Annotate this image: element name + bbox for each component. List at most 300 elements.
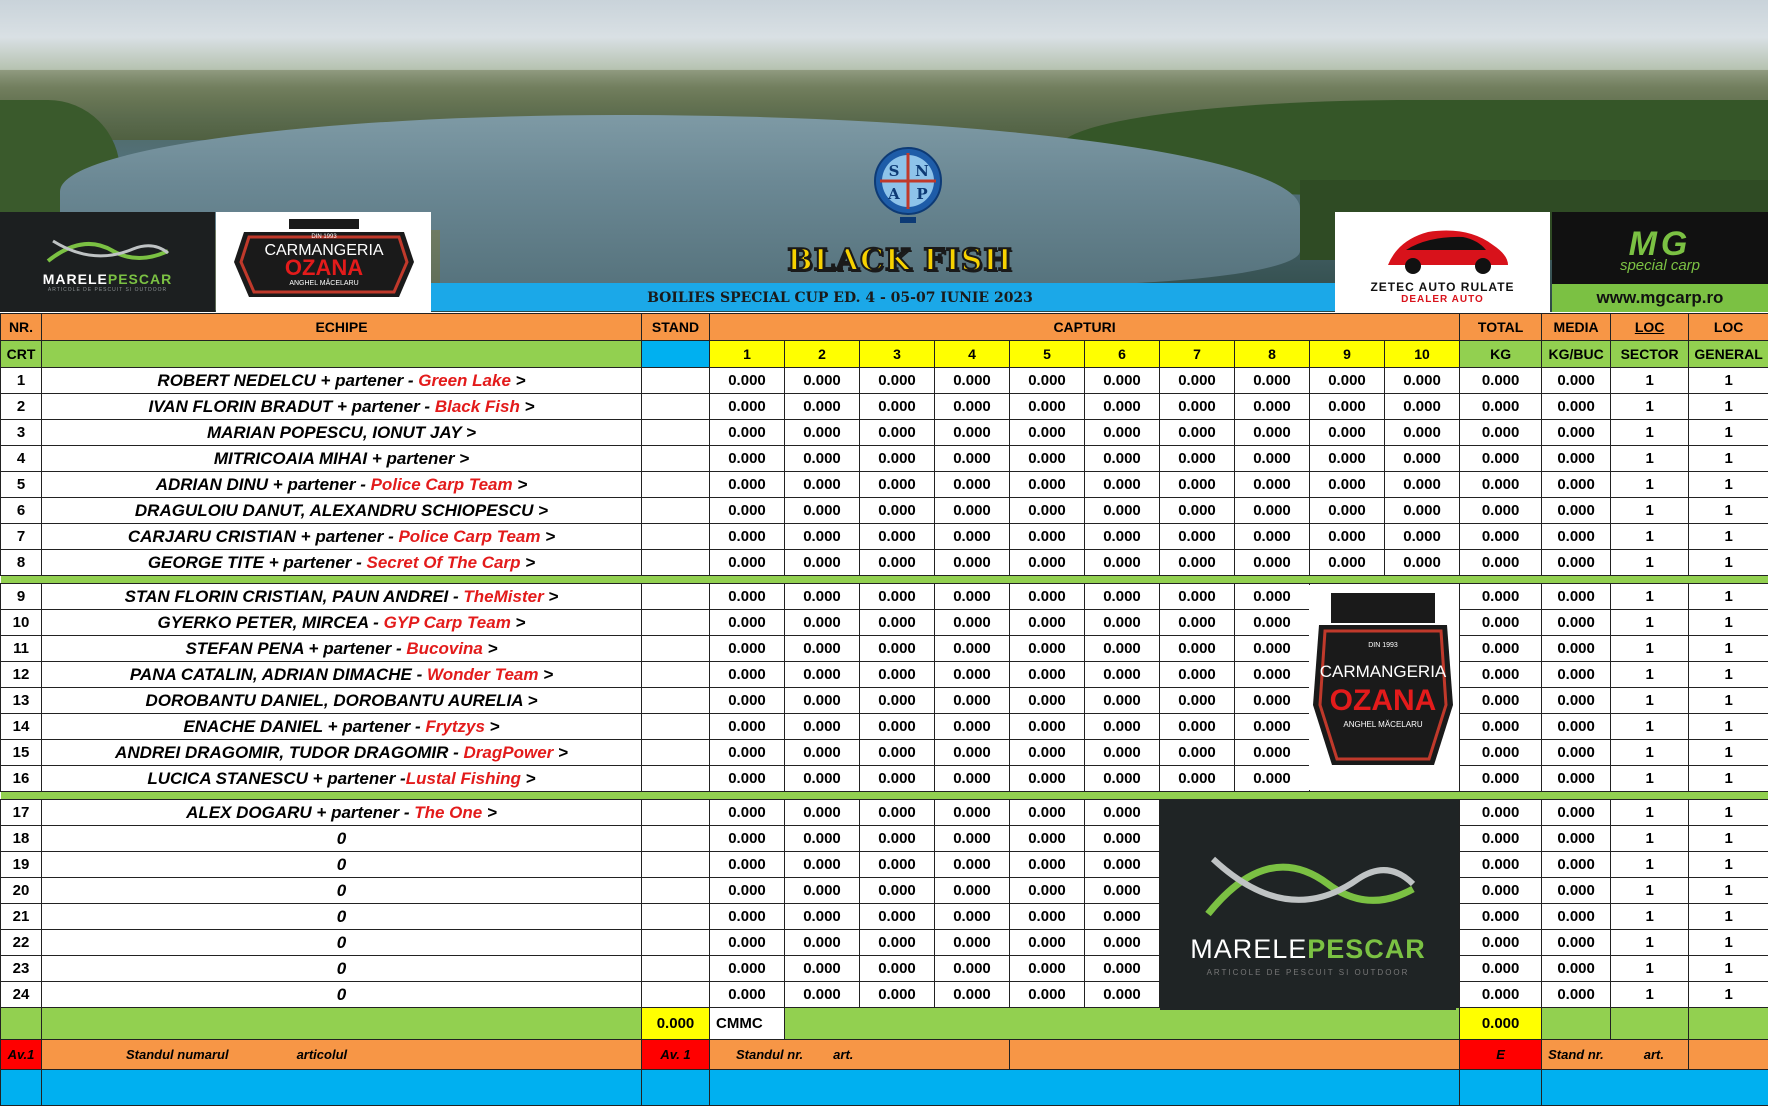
row-catch-6[interactable]: 0.000 — [1085, 740, 1160, 766]
row-catch-1[interactable]: 0.000 — [710, 852, 785, 878]
row-catch-3[interactable]: 0.000 — [860, 852, 935, 878]
row-catch-1[interactable]: 0.000 — [710, 420, 785, 446]
row-catch-4[interactable]: 0.000 — [935, 740, 1010, 766]
row-catch-7[interactable]: 0.000 — [1160, 472, 1235, 498]
row-catch-1[interactable]: 0.000 — [710, 550, 785, 576]
row-total-kg: 0.000 — [1460, 982, 1542, 1008]
row-catch-2[interactable]: 0.000 — [785, 800, 860, 826]
row-catch-5[interactable]: 0.000 — [1010, 766, 1085, 792]
row-catch-1[interactable]: 0.000 — [710, 714, 785, 740]
col-loc-general-header: LOC — [1689, 314, 1768, 341]
row-catch-3[interactable]: 0.000 — [860, 662, 935, 688]
row-catch-6[interactable]: 0.000 — [1085, 826, 1160, 852]
table-row — [1, 446, 1768, 472]
footer-standul-numarul[interactable] — [42, 1040, 642, 1070]
row-nr: 11 — [1, 636, 42, 662]
row-catch-3[interactable]: 0.000 — [860, 904, 935, 930]
row-catch-1[interactable]: 0.000 — [710, 498, 785, 524]
row-catch-5[interactable]: 0.000 — [1010, 662, 1085, 688]
row-catch-1[interactable]: 0.000 — [710, 766, 785, 792]
row-catch-1[interactable]: 0.000 — [710, 688, 785, 714]
row-stand[interactable] — [642, 852, 710, 878]
table-row — [1, 610, 1768, 636]
row-catch-4[interactable]: 0.000 — [935, 584, 1010, 610]
row-catch-1[interactable]: 0.000 — [710, 956, 785, 982]
row-catch-4[interactable]: 0.000 — [935, 852, 1010, 878]
row-catch-8[interactable]: 0.000 — [1235, 420, 1310, 446]
row-catch-4[interactable]: 0.000 — [935, 446, 1010, 472]
mg-website[interactable]: www.mgcarp.ro — [1552, 284, 1768, 312]
row-catch-10[interactable]: 0.000 — [1385, 498, 1460, 524]
row-catch-4[interactable]: 0.000 — [935, 368, 1010, 394]
row-total-kg: 0.000 — [1460, 930, 1542, 956]
row-catch-1[interactable]: 0.000 — [710, 740, 785, 766]
row-catch-4[interactable]: 0.000 — [935, 904, 1010, 930]
row-catch-1[interactable]: 0.000 — [710, 878, 785, 904]
row-catch-8[interactable]: 0.000 — [1235, 394, 1310, 420]
row-catch-8[interactable]: 0.000 — [1235, 584, 1310, 610]
row-team[interactable] — [42, 956, 642, 982]
row-catch-2[interactable]: 0.000 — [785, 498, 860, 524]
footer-av1-left: Av.1 — [1, 1040, 42, 1070]
row-catch-2[interactable]: 0.000 — [785, 878, 860, 904]
row-stand[interactable] — [642, 498, 710, 524]
row-catch-2[interactable]: 0.000 — [785, 714, 860, 740]
row-stand[interactable] — [642, 550, 710, 576]
row-catch-1[interactable]: 0.000 — [710, 930, 785, 956]
row-stand[interactable] — [642, 930, 710, 956]
row-catch-1[interactable]: 0.000 — [710, 904, 785, 930]
row-catch-3[interactable]: 0.000 — [860, 688, 935, 714]
row-stand[interactable] — [642, 904, 710, 930]
row-catch-7[interactable]: 0.000 — [1160, 394, 1235, 420]
row-catch-4[interactable]: 0.000 — [935, 662, 1010, 688]
row-catch-10[interactable]: 0.000 — [1385, 524, 1460, 550]
row-catch-4[interactable]: 0.000 — [935, 420, 1010, 446]
team-members: 0 — [336, 984, 347, 1004]
row-nr: 14 — [1, 714, 42, 740]
row-team[interactable] — [42, 498, 642, 524]
table-row — [1, 498, 1768, 524]
row-stand[interactable] — [642, 766, 710, 792]
row-stand[interactable] — [642, 878, 710, 904]
row-catch-6[interactable]: 0.000 — [1085, 904, 1160, 930]
row-catch-3[interactable]: 0.000 — [860, 472, 935, 498]
row-catch-7[interactable]: 0.000 — [1160, 766, 1235, 792]
row-loc-sector: 1 — [1611, 714, 1689, 740]
row-team[interactable] — [42, 550, 642, 576]
row-team[interactable] — [42, 584, 642, 610]
team-name: Bucovina — [406, 638, 483, 658]
row-catch-2[interactable]: 0.000 — [785, 688, 860, 714]
row-catch-5[interactable]: 0.000 — [1010, 524, 1085, 550]
row-catch-7[interactable]: 0.000 — [1160, 524, 1235, 550]
row-catch-2[interactable]: 0.000 — [785, 930, 860, 956]
row-team[interactable] — [42, 878, 642, 904]
row-catch-6[interactable]: 0.000 — [1085, 688, 1160, 714]
row-catch-4[interactable]: 0.000 — [935, 472, 1010, 498]
row-catch-3[interactable]: 0.000 — [860, 584, 935, 610]
row-team[interactable] — [42, 852, 642, 878]
row-catch-2[interactable]: 0.000 — [785, 956, 860, 982]
row-catch-3[interactable]: 0.000 — [860, 524, 935, 550]
row-catch-5[interactable]: 0.000 — [1010, 826, 1085, 852]
row-catch-5[interactable]: 0.000 — [1010, 550, 1085, 576]
row-team[interactable] — [42, 740, 642, 766]
row-catch-8[interactable]: 0.000 — [1235, 368, 1310, 394]
row-catch-1[interactable]: 0.000 — [710, 636, 785, 662]
row-catch-6[interactable]: 0.000 — [1085, 550, 1160, 576]
footer-stand-total: 0.000 — [642, 1008, 710, 1040]
row-catch-4[interactable]: 0.000 — [935, 766, 1010, 792]
row-catch-1[interactable]: 0.000 — [710, 610, 785, 636]
row-catch-8[interactable]: 0.000 — [1235, 714, 1310, 740]
row-team[interactable] — [42, 610, 642, 636]
row-catch-10[interactable]: 0.000 — [1385, 446, 1460, 472]
row-catch-1[interactable]: 0.000 — [710, 800, 785, 826]
team-members: 0 — [336, 828, 347, 848]
row-catch-9[interactable]: 0.000 — [1310, 498, 1385, 524]
row-team[interactable] — [42, 524, 642, 550]
row-stand[interactable] — [642, 956, 710, 982]
row-catch-1[interactable]: 0.000 — [710, 394, 785, 420]
sector-separator — [1, 792, 1768, 800]
row-catch-4[interactable]: 0.000 — [935, 714, 1010, 740]
row-catch-9[interactable]: 0.000 — [1310, 524, 1385, 550]
table-row — [1, 420, 1768, 446]
row-stand[interactable] — [642, 368, 710, 394]
row-nr: 10 — [1, 610, 42, 636]
row-catch-5[interactable]: 0.000 — [1010, 688, 1085, 714]
row-total-kg: 0.000 — [1460, 610, 1542, 636]
row-catch-6[interactable]: 0.000 — [1085, 878, 1160, 904]
row-catch-6[interactable]: 0.000 — [1085, 472, 1160, 498]
row-catch-1[interactable]: 0.000 — [710, 368, 785, 394]
row-catch-1[interactable]: 0.000 — [710, 826, 785, 852]
team-members: LUCICA STANESCU + partener - — [147, 768, 406, 788]
row-catch-2[interactable]: 0.000 — [785, 446, 860, 472]
row-loc-general: 1 — [1689, 472, 1768, 498]
row-catch-4[interactable]: 0.000 — [935, 826, 1010, 852]
row-stand[interactable] — [642, 800, 710, 826]
row-loc-sector: 1 — [1611, 956, 1689, 982]
row-catch-5[interactable]: 0.000 — [1010, 498, 1085, 524]
row-catch-4[interactable]: 0.000 — [935, 982, 1010, 1008]
row-catch-7[interactable]: 0.000 — [1160, 740, 1235, 766]
row-stand[interactable] — [642, 688, 710, 714]
row-catch-7[interactable]: 0.000 — [1160, 550, 1235, 576]
row-catch-2[interactable]: 0.000 — [785, 636, 860, 662]
row-catch-6[interactable]: 0.000 — [1085, 368, 1160, 394]
row-stand[interactable] — [642, 610, 710, 636]
row-catch-9[interactable]: 0.000 — [1310, 394, 1385, 420]
table-row — [1, 982, 1768, 1008]
row-team[interactable] — [42, 636, 642, 662]
row-team[interactable] — [42, 800, 642, 826]
row-catch-6[interactable]: 0.000 — [1085, 636, 1160, 662]
separator-bar — [1, 576, 1768, 584]
row-catch-5[interactable]: 0.000 — [1010, 982, 1085, 1008]
row-catch-6[interactable]: 0.000 — [1085, 956, 1160, 982]
row-loc-sector: 1 — [1611, 584, 1689, 610]
row-catch-5[interactable]: 0.000 — [1010, 420, 1085, 446]
row-catch-5[interactable]: 0.000 — [1010, 714, 1085, 740]
row-catch-10[interactable]: 0.000 — [1385, 420, 1460, 446]
row-catch-5[interactable]: 0.000 — [1010, 446, 1085, 472]
row-catch-2[interactable]: 0.000 — [785, 584, 860, 610]
row-catch-5[interactable]: 0.000 — [1010, 800, 1085, 826]
row-stand[interactable] — [642, 472, 710, 498]
table-row — [1, 550, 1768, 576]
row-team[interactable] — [42, 714, 642, 740]
row-catch-2[interactable]: 0.000 — [785, 662, 860, 688]
row-catch-4[interactable]: 0.000 — [935, 394, 1010, 420]
row-catch-3[interactable]: 0.000 — [860, 740, 935, 766]
row-catch-5[interactable]: 0.000 — [1010, 904, 1085, 930]
row-catch-9[interactable]: 0.000 — [1310, 368, 1385, 394]
row-total-kg: 0.000 — [1460, 394, 1542, 420]
row-catch-5[interactable]: 0.000 — [1010, 930, 1085, 956]
row-catch-6[interactable]: 0.000 — [1085, 662, 1160, 688]
row-catch-7[interactable]: 0.000 — [1160, 662, 1235, 688]
team-name: Frytzys — [425, 716, 485, 736]
footer-stand-nr[interactable] — [1542, 1040, 1689, 1070]
row-catch-5[interactable]: 0.000 — [1010, 740, 1085, 766]
row-catch-3[interactable]: 0.000 — [860, 800, 935, 826]
row-catch-3[interactable]: 0.000 — [860, 826, 935, 852]
row-catch-6[interactable]: 0.000 — [1085, 982, 1160, 1008]
row-catch-8[interactable]: 0.000 — [1235, 550, 1310, 576]
row-catch-6[interactable]: 0.000 — [1085, 930, 1160, 956]
row-catch-5[interactable]: 0.000 — [1010, 584, 1085, 610]
row-catch-10[interactable]: 0.000 — [1385, 472, 1460, 498]
row-catch-2[interactable]: 0.000 — [785, 826, 860, 852]
table-row — [1, 800, 1768, 826]
row-catch-3[interactable]: 0.000 — [860, 714, 935, 740]
row-catch-5[interactable]: 0.000 — [1010, 878, 1085, 904]
row-catch-1[interactable]: 0.000 — [710, 524, 785, 550]
row-catch-2[interactable]: 0.000 — [785, 524, 860, 550]
row-catch-5[interactable]: 0.000 — [1010, 610, 1085, 636]
row-catch-6[interactable]: 0.000 — [1085, 766, 1160, 792]
row-catch-5[interactable]: 0.000 — [1010, 852, 1085, 878]
row-catch-2[interactable]: 0.000 — [785, 610, 860, 636]
row-team[interactable] — [42, 662, 642, 688]
row-catch-2[interactable]: 0.000 — [785, 740, 860, 766]
row-catch-5[interactable]: 0.000 — [1010, 956, 1085, 982]
row-nr: 4 — [1, 446, 42, 472]
row-arrow: > — [538, 664, 554, 684]
row-team[interactable] — [42, 446, 642, 472]
row-catch-8[interactable]: 0.000 — [1235, 610, 1310, 636]
row-catch-1[interactable]: 0.000 — [710, 982, 785, 1008]
table-row — [1, 688, 1768, 714]
ozana-logo — [216, 212, 431, 312]
row-team[interactable] — [42, 472, 642, 498]
row-catch-2[interactable]: 0.000 — [785, 420, 860, 446]
col-crt-header: CRT — [1, 341, 42, 368]
row-catch-6[interactable]: 0.000 — [1085, 524, 1160, 550]
row-catch-5[interactable]: 0.000 — [1010, 472, 1085, 498]
row-stand[interactable] — [642, 394, 710, 420]
row-catch-9[interactable]: 0.000 — [1310, 420, 1385, 446]
row-media: 0.000 — [1542, 852, 1611, 878]
row-catch-3[interactable]: 0.000 — [860, 982, 935, 1008]
row-catch-8[interactable]: 0.000 — [1235, 688, 1310, 714]
row-stand[interactable] — [642, 982, 710, 1008]
row-catch-10[interactable]: 0.000 — [1385, 394, 1460, 420]
row-team[interactable] — [42, 394, 642, 420]
row-catch-8[interactable]: 0.000 — [1235, 636, 1310, 662]
row-catch-2[interactable]: 0.000 — [785, 368, 860, 394]
footer-standul-nr[interactable] — [710, 1040, 1010, 1070]
row-catch-3[interactable]: 0.000 — [860, 878, 935, 904]
row-catch-4[interactable]: 0.000 — [935, 610, 1010, 636]
row-catch-1[interactable]: 0.000 — [710, 472, 785, 498]
row-stand[interactable] — [642, 662, 710, 688]
row-catch-1[interactable]: 0.000 — [710, 584, 785, 610]
row-stand[interactable] — [642, 584, 710, 610]
row-team[interactable] — [42, 368, 642, 394]
row-stand[interactable] — [642, 636, 710, 662]
row-catch-4[interactable]: 0.000 — [935, 878, 1010, 904]
row-stand[interactable] — [642, 524, 710, 550]
row-catch-8[interactable]: 0.000 — [1235, 740, 1310, 766]
row-catch-2[interactable]: 0.000 — [785, 766, 860, 792]
row-catch-3[interactable]: 0.000 — [860, 930, 935, 956]
row-catch-2[interactable]: 0.000 — [785, 904, 860, 930]
row-catch-9[interactable]: 0.000 — [1310, 446, 1385, 472]
row-loc-general: 1 — [1689, 368, 1768, 394]
row-catch-7[interactable]: 0.000 — [1160, 498, 1235, 524]
row-catch-8[interactable]: 0.000 — [1235, 472, 1310, 498]
row-catch-6[interactable]: 0.000 — [1085, 714, 1160, 740]
row-catch-3[interactable]: 0.000 — [860, 550, 935, 576]
row-catch-4[interactable]: 0.000 — [935, 498, 1010, 524]
row-catch-2[interactable]: 0.000 — [785, 852, 860, 878]
team-members: DRAGULOIU DANUT, ALEXANDRU SCHIOPESCU > — [134, 500, 549, 520]
row-catch-5[interactable]: 0.000 — [1010, 636, 1085, 662]
row-catch-6[interactable]: 0.000 — [1085, 610, 1160, 636]
row-catch-4[interactable]: 0.000 — [935, 524, 1010, 550]
row-team[interactable] — [42, 688, 642, 714]
team-members: ALEX DOGARU + partener - — [186, 802, 415, 822]
row-catch-4[interactable]: 0.000 — [935, 956, 1010, 982]
row-catch-3[interactable]: 0.000 — [860, 446, 935, 472]
row-catch-6[interactable]: 0.000 — [1085, 852, 1160, 878]
row-catch-3[interactable]: 0.000 — [860, 368, 935, 394]
row-catch-3[interactable]: 0.000 — [860, 636, 935, 662]
row-catch-8[interactable]: 0.000 — [1235, 524, 1310, 550]
row-catch-3[interactable]: 0.000 — [860, 766, 935, 792]
row-catch-1[interactable]: 0.000 — [710, 662, 785, 688]
row-media: 0.000 — [1542, 826, 1611, 852]
col-general-header: GENERAL — [1689, 341, 1768, 368]
footer-awards-end — [1689, 1040, 1768, 1070]
row-team[interactable] — [42, 982, 642, 1008]
footer-totals-row — [1, 1008, 1768, 1040]
row-catch-5[interactable]: 0.000 — [1010, 368, 1085, 394]
row-loc-general: 1 — [1689, 714, 1768, 740]
row-catch-8[interactable]: 0.000 — [1235, 446, 1310, 472]
row-catch-9[interactable]: 0.000 — [1310, 550, 1385, 576]
row-loc-sector: 1 — [1611, 446, 1689, 472]
row-catch-8[interactable]: 0.000 — [1235, 766, 1310, 792]
row-catch-6[interactable]: 0.000 — [1085, 498, 1160, 524]
row-catch-4[interactable]: 0.000 — [935, 800, 1010, 826]
row-catch-3[interactable]: 0.000 — [860, 610, 935, 636]
row-catch-7[interactable]: 0.000 — [1160, 610, 1235, 636]
row-catch-6[interactable]: 0.000 — [1085, 800, 1160, 826]
row-catch-6[interactable]: 0.000 — [1085, 420, 1160, 446]
logo-word-1: MARELE — [1190, 933, 1308, 964]
row-team[interactable] — [42, 826, 642, 852]
team-name: Wonder Team — [427, 664, 539, 684]
row-catch-4[interactable]: 0.000 — [935, 688, 1010, 714]
row-catch-9[interactable]: 0.000 — [1310, 472, 1385, 498]
row-catch-3[interactable]: 0.000 — [860, 394, 935, 420]
row-catch-5[interactable]: 0.000 — [1010, 394, 1085, 420]
footer-art2-label: art. — [1643, 1047, 1664, 1062]
row-catch-7[interactable]: 0.000 — [1160, 688, 1235, 714]
row-catch-1[interactable]: 0.000 — [710, 446, 785, 472]
row-catch-3[interactable]: 0.000 — [860, 498, 935, 524]
table-row — [1, 394, 1768, 420]
row-catch-2[interactable]: 0.000 — [785, 550, 860, 576]
row-total-kg: 0.000 — [1460, 688, 1542, 714]
row-catch-4[interactable]: 0.000 — [935, 930, 1010, 956]
col-catch-2-header: 2 — [785, 341, 860, 368]
row-stand[interactable] — [642, 714, 710, 740]
row-catch-7[interactable]: 0.000 — [1160, 446, 1235, 472]
row-catch-8[interactable]: 0.000 — [1235, 498, 1310, 524]
row-catch-7[interactable]: 0.000 — [1160, 368, 1235, 394]
row-catch-2[interactable]: 0.000 — [785, 982, 860, 1008]
row-catch-8[interactable]: 0.000 — [1235, 662, 1310, 688]
row-catch-4[interactable]: 0.000 — [935, 636, 1010, 662]
row-nr: 13 — [1, 688, 42, 714]
row-team[interactable] — [42, 904, 642, 930]
row-catch-7[interactable]: 0.000 — [1160, 584, 1235, 610]
row-catch-2[interactable]: 0.000 — [785, 394, 860, 420]
row-arrow: > — [520, 552, 536, 572]
row-team[interactable] — [42, 766, 642, 792]
row-catch-6[interactable]: 0.000 — [1085, 584, 1160, 610]
row-catch-3[interactable]: 0.000 — [860, 420, 935, 446]
row-catch-7[interactable]: 0.000 — [1160, 636, 1235, 662]
row-catch-4[interactable]: 0.000 — [935, 550, 1010, 576]
row-catch-7[interactable]: 0.000 — [1160, 714, 1235, 740]
row-catch-7[interactable]: 0.000 — [1160, 420, 1235, 446]
row-stand[interactable] — [642, 826, 710, 852]
table-row — [1, 524, 1768, 550]
row-team[interactable] — [42, 930, 642, 956]
row-stand[interactable] — [642, 446, 710, 472]
row-catch-6[interactable]: 0.000 — [1085, 394, 1160, 420]
row-catch-10[interactable]: 0.000 — [1385, 550, 1460, 576]
row-catch-10[interactable]: 0.000 — [1385, 368, 1460, 394]
snap-letter-s: S — [888, 162, 900, 180]
row-catch-2[interactable]: 0.000 — [785, 472, 860, 498]
row-catch-6[interactable]: 0.000 — [1085, 446, 1160, 472]
row-catch-3[interactable]: 0.000 — [860, 956, 935, 982]
row-loc-sector: 1 — [1611, 636, 1689, 662]
row-stand[interactable] — [642, 740, 710, 766]
row-stand[interactable] — [642, 420, 710, 446]
footer-art-label: art. — [833, 1047, 854, 1062]
team-name: Police Carp Team — [370, 474, 513, 494]
row-team[interactable] — [42, 420, 642, 446]
